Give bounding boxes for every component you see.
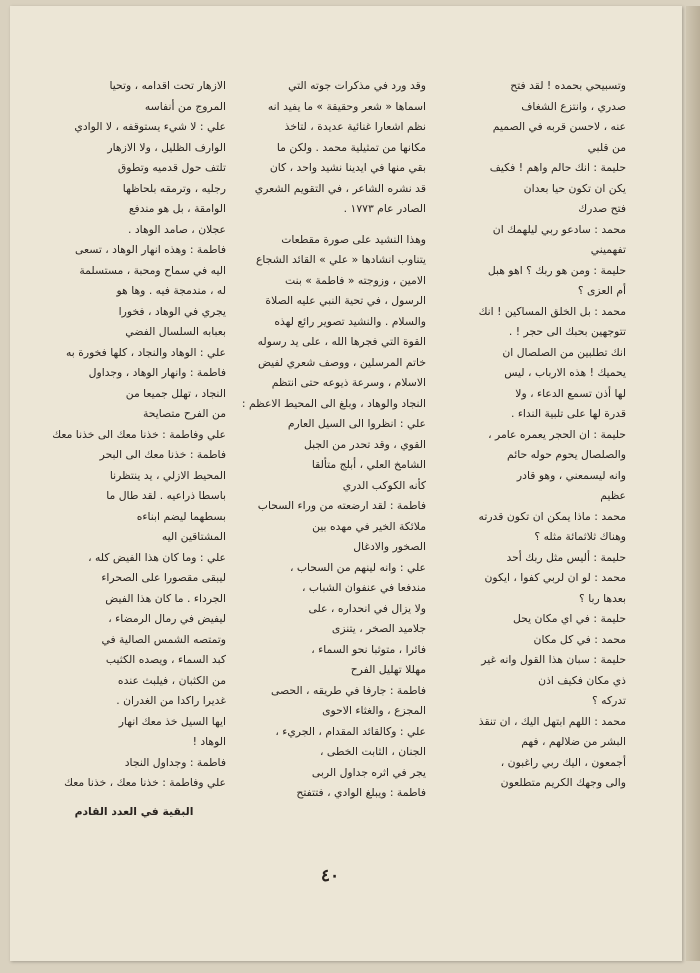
text-line: ولا يزال في انحداره ، على (308, 601, 426, 615)
text-line: وهناك ثلاثمائة مثله ؟ (534, 530, 626, 543)
text-line: والى وجهك الكريم متطلعون (500, 776, 626, 789)
text-line: النجاد والوهاد ، وبلغ الى المحيط الاعظم : (242, 396, 426, 410)
text-line: علي : وانه لينهم من السحاب ، (289, 560, 426, 574)
page-number: ٤٠ (320, 866, 340, 886)
text-line: وتمتصه الشمس الصالية في (101, 632, 226, 646)
text-line: عنه ، لاحسن قربه في الصميم (492, 120, 626, 133)
text-line: محمد : سادعو ربي ليلهمك ان (492, 222, 626, 236)
text-line: القوي ، وقد تحدر من الجبل (303, 437, 426, 451)
text-line: يحميك ! هذه الارباب ، ليس (504, 366, 626, 379)
text-line: علي : انظروا الى السيل العارم (287, 417, 426, 430)
text-line: الصادر عام ١٧٧٣ . (343, 202, 426, 215)
text-line: المجزع ، والغثاء الاحوى (322, 704, 426, 717)
text-line: لها أذن تسمع الدعاء ، ولا (515, 386, 626, 400)
text-line: من الكثبان ، فيلبث عنده (117, 673, 226, 687)
text-line: فاطمة : جارفا في طريقه ، الحصى (270, 683, 426, 697)
text-line: بقي منها في ايدينا نشيد واحد ، كان (269, 161, 426, 174)
column-left (42, 76, 226, 856)
text-columns (40, 76, 626, 856)
text-line: فاطمة : ويبلغ الوادي ، فتتفتح (296, 786, 426, 799)
text-line: تدركه ؟ (592, 694, 626, 707)
text-line: البشر من ضلالهم ، فهم (521, 735, 626, 748)
text-line: بسطهما ليضم ابناءه (136, 509, 226, 523)
text-line: الشامخ العلي ، أبلج متألقا (311, 458, 426, 471)
text-line: أجمعون ، اليك ربي راغبون ، (500, 755, 626, 769)
text-line: وقد ورد في مذكرات جوته التي (288, 79, 426, 92)
text-line: قد نشره الشاعر ، في التقويم الشعري (254, 181, 426, 195)
text-line: علي : لا شيء يستوقفه ، لا الوادي (74, 120, 226, 133)
text-line: محمد : ماذا يمكن ان تكون قدرته (478, 509, 626, 523)
text-line: النجاد ، تهلل جميعا من (125, 386, 226, 400)
text-line: علي : الوهاد والنجاد ، كلها فخورة به (65, 345, 226, 359)
text-line: حليمة : أليس مثل ربك أحد (506, 550, 626, 564)
text-line: اليه في سماح ومحبة ، مستسلمة (79, 263, 226, 277)
text-line: يتناوب انشادها « علي » القائد الشجاع (255, 253, 426, 266)
text-line: بعبابه السلسال الفضي (125, 325, 226, 338)
text-line: تتوجهين بحبك الى حجر ! . (508, 325, 626, 338)
text-line: فتح صدرك (578, 202, 626, 215)
text-line: ملائكة الخير في مهده بين (312, 519, 426, 533)
text-line: والصلصال يحوم حوله حائم (507, 448, 626, 461)
text-line: ايها السيل خذ معك انهار (118, 714, 226, 728)
text-line: القوة التي فجرها الله ، على يد رسوله (257, 335, 426, 348)
text-line: الصخور والادغال (353, 540, 426, 553)
text-line: مندفعا في عنفوان الشباب ، (301, 581, 426, 594)
text-line: من قلبي (587, 140, 626, 154)
text-line: الازهار تحت اقدامه ، وتحيا (109, 79, 226, 92)
text-line: علي : وكالقائد المقدام ، الجريء ، (275, 724, 426, 738)
text-line: باسطا ذراعيه . لقد طال ما (106, 489, 226, 502)
text-line: حليمة : سبان هذا القول وانه غير (481, 653, 626, 666)
text-line: محمد : بل الخلق المساكين ! انك (478, 304, 626, 318)
text-line: يجري في الوهاد ، فخورا (118, 304, 226, 318)
column-right (442, 76, 626, 856)
text-line: الجرداء . ما كان هذا الفيض (105, 591, 226, 605)
text-line: اسماها « شعر وحقيقة » ما يفيد انه (267, 99, 426, 113)
magazine-page (10, 6, 682, 961)
text-line: فاطمة : وجداول النجاد (124, 755, 226, 769)
text-line: من الفرح متصايحة (142, 407, 226, 420)
text-line: والسلام . والنشيد تصوير رائع لهذه (274, 314, 426, 328)
text-line: أم العزى ؟ (577, 284, 626, 297)
text-line: انك تطلبين من الصلصال ان (502, 345, 626, 359)
text-line: وهذا النشيد على صورة مقطعات (281, 232, 426, 246)
text-line: رجليه ، وترمقه بلحاظها (122, 181, 226, 195)
text-line: فائرا ، متوثبا نحو السماء ، (311, 642, 426, 656)
text-line: علي وفاطمة : خذنا معك الى خذنا معك (52, 427, 226, 441)
text-line: وتسبيحي بحمده ! لقد فتح (510, 79, 626, 92)
text-line: حليمة : ان الحجر يعمره عامر ، (488, 427, 626, 441)
text-line: يجر في اثره جداول الربى (311, 765, 426, 779)
text-line: مهللا تهليل الفرح (350, 663, 426, 676)
text-line: فاطمة : وانهار الوهاد ، وجداول (88, 366, 226, 379)
text-line: تفهميني (590, 243, 626, 256)
text-line: جلاميد الصخر ، يتنزى (331, 622, 426, 635)
text-line: الوامقة ، بل هو مندفع (128, 202, 226, 215)
text-line: له ، مندمجة فيه . وها هو (116, 284, 226, 297)
text-line: غديرا راكدا من الغدران . (116, 694, 226, 707)
column-middle (242, 76, 426, 856)
text-line: محمد : لو ان لربي كفوا ، ايكون (484, 571, 626, 584)
text-line: حليمة : انك حالم واهم ! فكيف (489, 161, 626, 174)
text-line: قدرة لها على تلبية النداء . (510, 407, 626, 420)
text-line: الجنان ، الثابت الخطى ، (320, 745, 426, 758)
text-line: وانه ليسمعني ، وهو قادر (516, 468, 626, 482)
text-line: الوهاد ! (192, 735, 226, 748)
text-line: بعدها ربا ؟ (579, 591, 626, 605)
text-line: الاسلام ، وسرعة ذيوعه حتى انتظم (271, 376, 426, 389)
text-line: خاتم المرسلين ، ووصف شعري لفيض (257, 355, 426, 369)
text-line: كبد السماء ، ويصده الكثيب (105, 653, 226, 666)
text-line: صدري ، وانتزع الشغاف (521, 99, 626, 113)
text-line: نظم اشعارا غنائية عديدة ، لتاخذ (284, 120, 426, 133)
page-edge (686, 6, 700, 961)
text-line: عجلان ، صامد الوهاد . (128, 222, 226, 236)
paragraph-gap (242, 220, 426, 230)
text-line: حليمة : ومن هو ربك ؟ اهو هبل (487, 263, 626, 277)
text-line: ليبقى مقصورا على الصحراء (101, 571, 226, 584)
text-line: علي وفاطمة : خذنا معك ، خذنا معك (64, 776, 226, 789)
text-line: عظيم (600, 489, 626, 502)
text-line: ليفيض في رمال الرمضاء ، (108, 612, 226, 625)
text-line: تلتف حول قدميه وتطوق (117, 161, 226, 174)
text-line: المحيط الازلي ، يد ينتظرنا (109, 468, 226, 482)
text-line: ذي مكان فكيف اذن (538, 673, 626, 687)
text-line: المشتاقين اليه (161, 530, 226, 543)
text-line: الوارف الظليل ، ولا الازهار (107, 140, 226, 154)
text-line: فاطمة : خذنا معك الى البحر (99, 448, 226, 461)
text-line: المروج من أنفاسه (144, 99, 226, 113)
continuation-note: البقية في العدد القادم (74, 804, 194, 818)
text-line: مكانها من تمثيلية محمد . ولكن ما (276, 140, 426, 154)
text-line: فاطمة : وهذه انهار الوهاد ، تسعى (74, 243, 226, 256)
text-line: فاطمة : لقد ارضعته من وراء السحاب (257, 499, 426, 512)
text-line: يكن ان تكون حيا بعدان (523, 181, 626, 195)
text-line: محمد : في كل مكان (533, 632, 626, 646)
text-line: كأنه الكوكب الدري (342, 478, 426, 492)
text-line: الامين ، وزوجته « فاطمة » بنت (284, 273, 426, 287)
text-line: حليمة : في اي مكان يحل (512, 612, 626, 625)
text-line: الرسول ، في تحية النبي عليه الصلاة (265, 294, 426, 307)
text-line: علي : وما كان هذا الفيض كله ، (88, 550, 226, 564)
text-line: محمد : اللهم ابتهل اليك ، ان تنقذ (478, 714, 626, 728)
